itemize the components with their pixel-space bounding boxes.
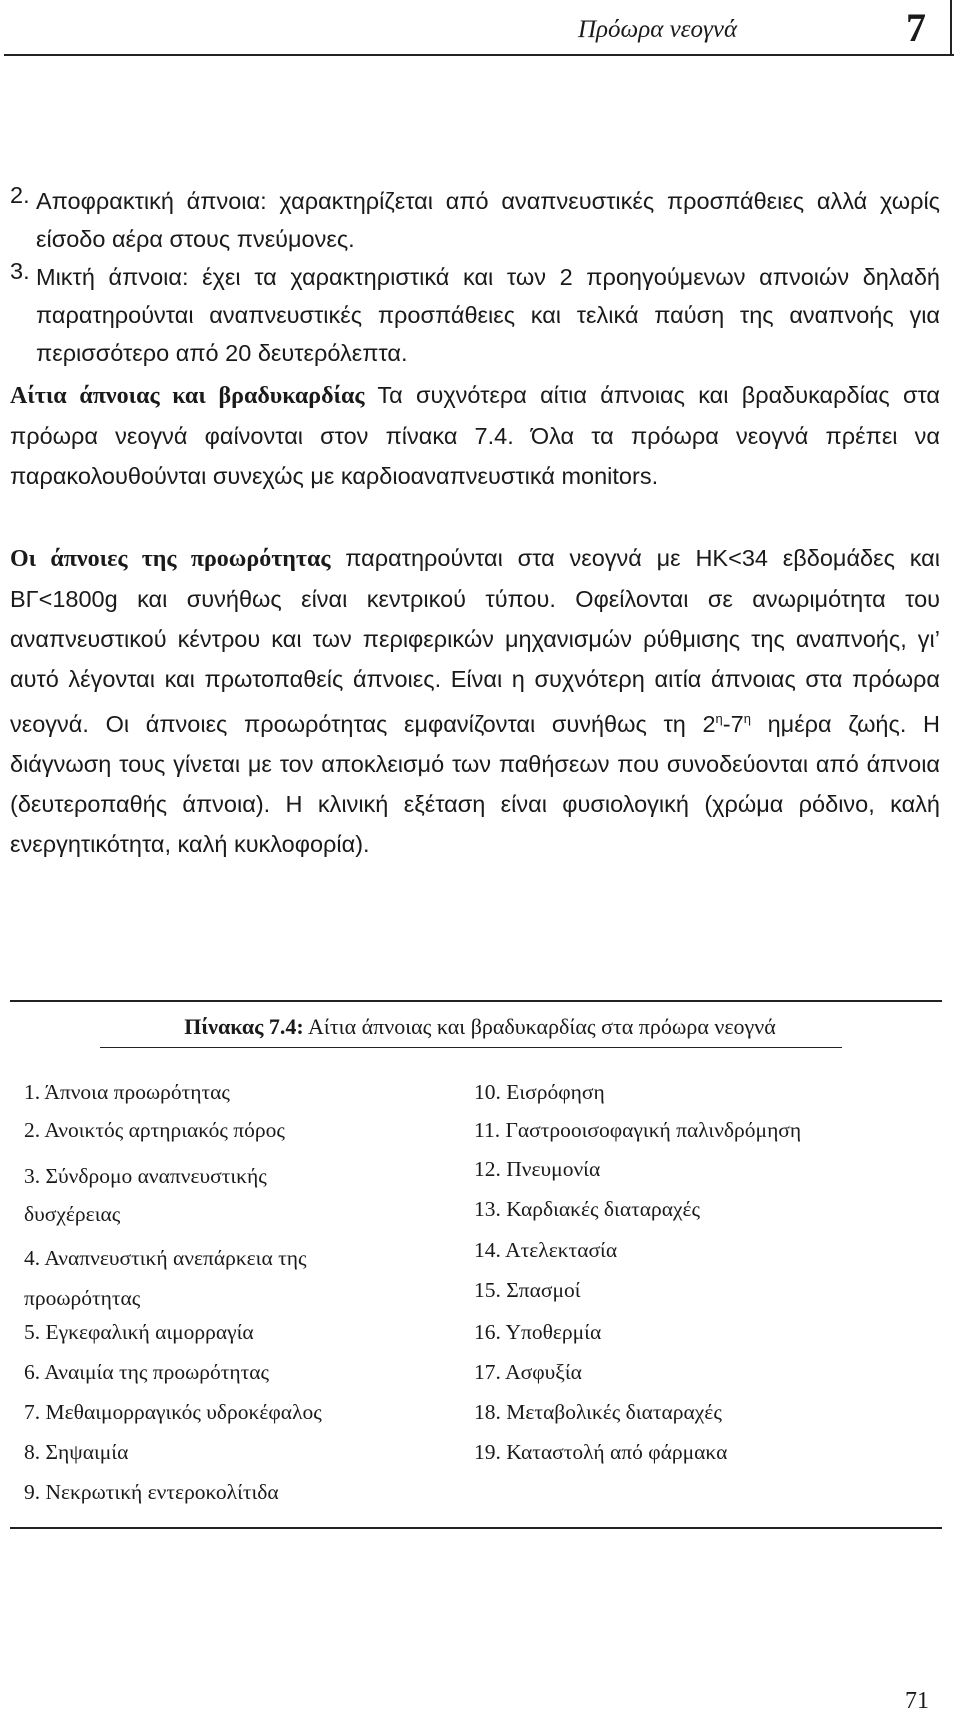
list-item: 19. Καταστολή από φάρμακα [474,1440,728,1464]
section-body-part2: ημέρα ζωής. Η διάγνωση τους γίνεται με τον αποκλεισμό των παθήσεων που συνοδεύονται από άπνοια (δευτεροπαθής άπνοια). Η κλινική εξέταση είναι φυσιολογική (χρώμα ρόδινο, καλή ενεργητικότητα, καλή κυκλοφορία). [10,710,940,857]
list-text [36,182,940,258]
section-heading: Οι άπνοιες της προωρότητας [10,546,331,572]
list-number: 3. [10,258,30,284]
list-item: 2. Ανοικτός αρτηριακός πόρος [24,1118,285,1142]
list-item: 11. Γαστροοισοφαγική παλινδρόμηση [474,1118,802,1142]
table-bottom-rule [10,1527,942,1529]
list-item: 18. Μεταβολικές διαταραχές [474,1400,722,1424]
list-item: 13. Καρδιακές διαταραχές [474,1197,701,1221]
list-item: 3. Σύνδρομο αναπνευστικής δυσχέρειας [24,1164,267,1226]
list-text-content: Μικτή άπνοια: έχει τα χαρακτηριστικά και των 2 προηγούμενων απνοιών δηλαδή παρατηρούνται αναπνευστικές προσπάθειες και τελικά παύση της αναπνοής για περισσότερο από 20 δευτερόλεπτα. [36,264,940,366]
list-item: 12. Πνευμονία [474,1157,601,1181]
list-number: 2. [10,182,30,208]
superscript-eta: η [743,711,751,726]
chapter-number: 7 [906,5,926,50]
section-body-range: -7 [722,710,744,737]
list-item: 4. Αναπνευστική ανεπάρκεια της προωρότητας [24,1246,307,1310]
list-item: 14. Ατελεκτασία [474,1238,618,1262]
list-text-content: Αποφρακτική άπνοια: χαρακτηρίζεται από αναπνευστικές προσπάθειες αλλά χωρίς είσοδο αέρα στους πνεύμονες. [36,188,940,252]
section-body-part1: παρατηρούνται στα νεογνά με ΗΚ<34 εβδομάδες και ΒΓ<1800g και συνήθως είναι κεντρικού τύπου. Οφείλονται σε ανωριμότητα του αναπνευστικού κέντρου και των περιφερικών μηχανισμών ρύθμισης της αναπνοής, γι’ αυτό λέγονται και πρωτοπαθείς άπνοιες. Είναι η συχνότερη αιτία άπνοιας στα πρόωρα νεογνά. Οι άπνοιες προωρότητας εμφανίζονται συνήθως τη 2 [10,545,940,737]
list-item: 6. Αναιμία της προωρότητας [24,1360,270,1384]
list-item: 10. Εισρόφηση [474,1080,605,1104]
section-heading: Αίτια άπνοιας και βραδυκαρδίας [10,383,365,409]
list-item: 5. Εγκεφαλική αιμορραγία [24,1320,254,1344]
running-title: Πρόωρα νεογνά [578,16,738,43]
list-item: 8. Σηψαιμία [24,1440,129,1464]
section-prematurity-apnea [10,538,940,864]
list-item: 16. Υποθερμία [474,1320,602,1344]
list-item: 9. Νεκρωτική εντεροκολίτιδα [24,1480,279,1504]
list-item: 17. Ασφυξία [474,1360,582,1384]
page-header [4,0,954,56]
list-item: 7. Μεθαιμορραγικός υδροκέφαλος [24,1400,322,1424]
section-body: Τα συχνότερα αίτια άπνοιας και βραδυκαρδίας στα πρόωρα νεογνά φαίνονται στον πίνακα 7.4. Όλα τα πρόωρα νεογνά πρέπει να παρακολουθούνται συνεχώς με καρδιοαναπνευστικά monitors. [10,382,941,489]
table-top-rule [10,1000,942,1002]
list-item: 1. Άπνοια προωρότητας [24,1080,230,1104]
table-caption [0,1014,960,1040]
superscript-eta: η [715,711,723,726]
section-apnea-causes [10,375,940,496]
table-title: Αίτια άπνοιας και βραδυκαρδίας στα πρόωρα νεογνά [308,1014,776,1039]
caption-rule [100,1047,842,1048]
header-divider [950,0,952,54]
list-item: 15. Σπασμοί [474,1278,581,1302]
list-text [36,258,940,372]
table-label: Πίνακας 7.4: [184,1014,304,1039]
page-number: 71 [905,1688,929,1714]
